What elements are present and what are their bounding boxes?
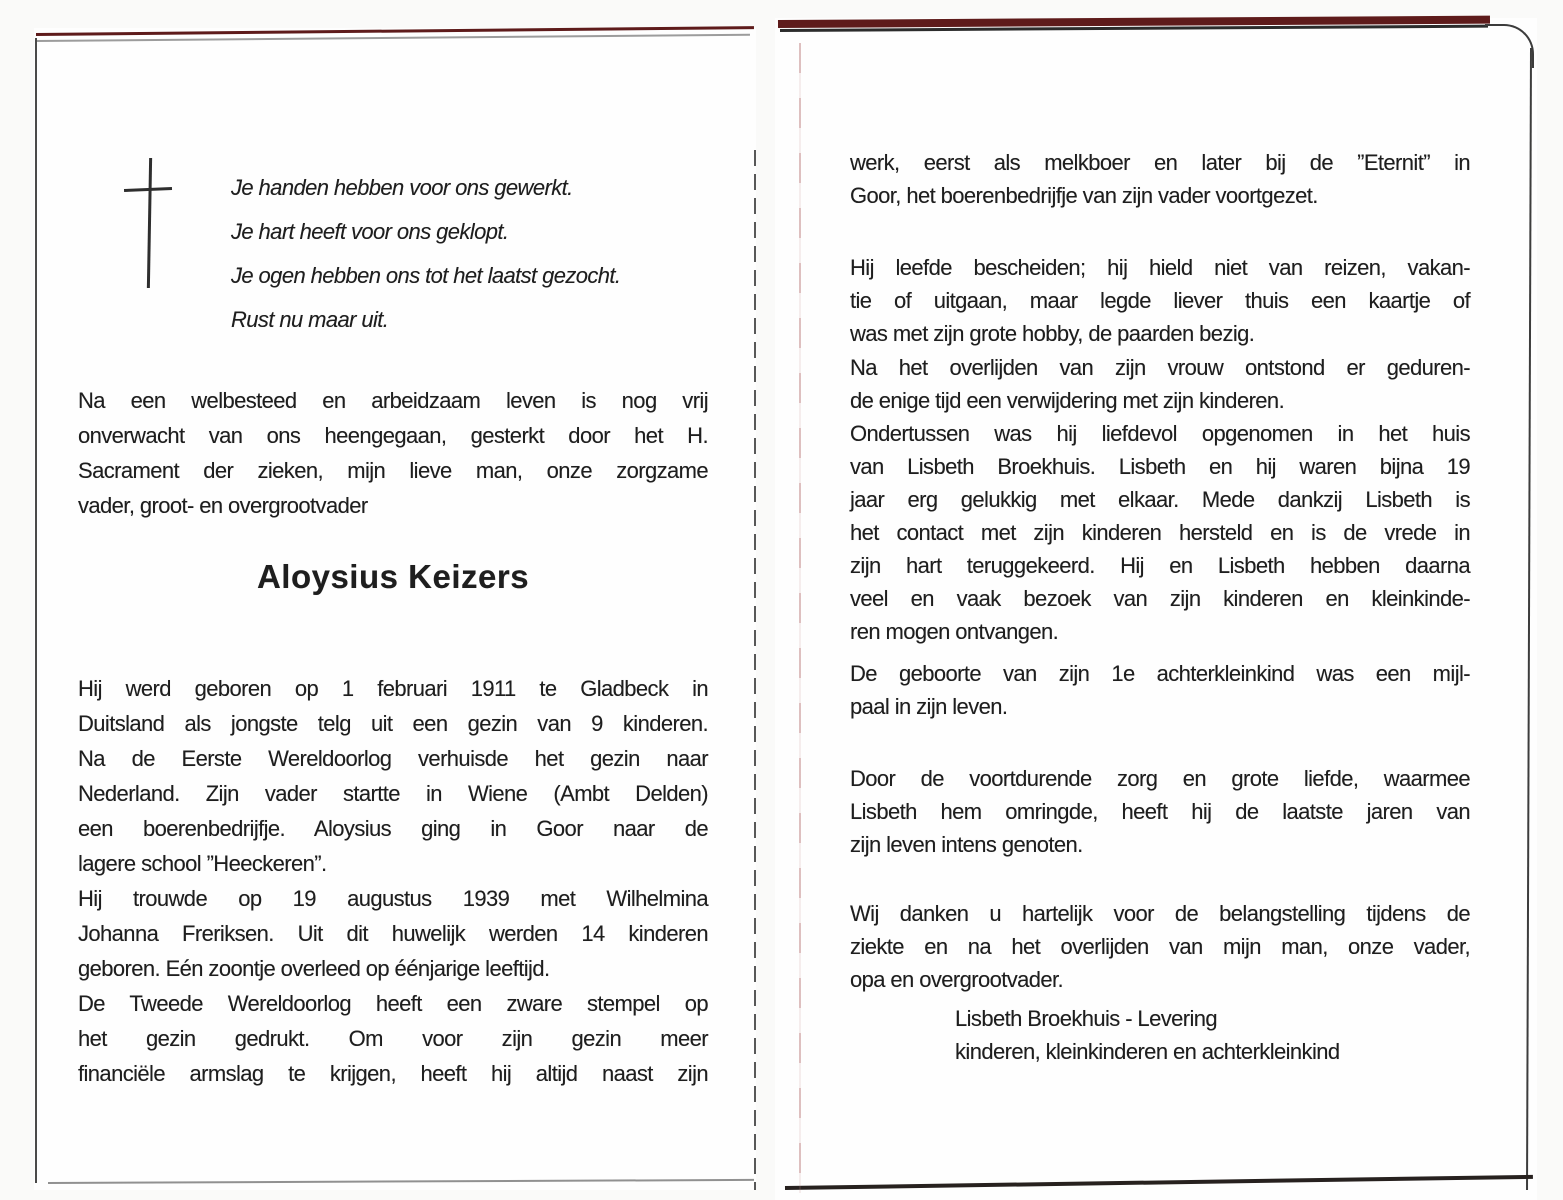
left-page-left-edge bbox=[35, 38, 37, 1183]
memorial-poem bbox=[231, 166, 731, 342]
text-line: het gezin gedrukt. Om voor zijn gezin meer bbox=[78, 1026, 708, 1051]
paragraph-modest-life bbox=[850, 251, 1470, 350]
text-line: paal in zijn leven. bbox=[850, 694, 1008, 719]
text-line: Je handen hebben voor ons gewerkt. bbox=[231, 175, 573, 200]
text-line: Je ogen hebben ons tot het laatst gezocht. bbox=[231, 263, 621, 288]
text-line: Duitsland als jongste telg uit een gezin van 9 kinderen. bbox=[78, 711, 708, 736]
text-line: lagere school ”Heeckeren”. bbox=[78, 851, 327, 876]
text-line: Hij leefde bescheiden; hij hield niet van reizen, vakan- bbox=[850, 255, 1470, 280]
deceased-name-heading: Aloysius Keizers bbox=[256, 558, 530, 595]
paragraph-final-years bbox=[850, 762, 1470, 861]
paragraph-wife-passing bbox=[850, 351, 1470, 417]
text-line: tie of uitgaan, maar legde liever thuis een kaartje of bbox=[850, 288, 1470, 313]
text-line: Na de Eerste Wereldoorlog verhuisde het gezin naar bbox=[78, 746, 708, 771]
text-line: Sacrament der zieken, mijn lieve man, onze zorgzame bbox=[78, 458, 708, 483]
text-line: zijn leven intens genoten. bbox=[850, 832, 1083, 857]
text-line: veel en vaak bezoek van zijn kinderen en kleinkinde- bbox=[850, 586, 1470, 611]
cross-stem bbox=[147, 158, 152, 288]
text-line: ziekte en na het overlijden van mijn man, onze vader, bbox=[850, 934, 1470, 959]
text-line: zijn hart teruggekeerd. Hij en Lisbeth hebben daarna bbox=[850, 553, 1470, 578]
right-page-right-edge bbox=[1526, 48, 1532, 1190]
right-page-bottom-edge bbox=[785, 1175, 1533, 1190]
text-line: Wij danken u hartelijk voor de belangstelling tijdens de bbox=[850, 901, 1470, 926]
right-page-top-right-corner bbox=[1485, 24, 1534, 68]
right-page bbox=[775, 18, 1537, 1200]
paragraph-thanks bbox=[850, 897, 1470, 996]
text-line: Hij trouwde op 19 augustus 1939 met Wilhelmina bbox=[78, 886, 708, 911]
text-line: Rust nu maar uit. bbox=[231, 307, 389, 332]
paragraph-lisbeth bbox=[850, 417, 1470, 648]
text-line: was met zijn grote hobby, de paarden bezig. bbox=[850, 321, 1255, 346]
text-line: De Tweede Wereldoorlog heeft een zware stempel op bbox=[78, 991, 708, 1016]
paragraph-work bbox=[850, 146, 1470, 212]
signature-block bbox=[955, 1002, 1495, 1068]
text-line: onverwacht van ons heengegaan, gesterkt door het H. bbox=[78, 423, 708, 448]
text-line: van Lisbeth Broekhuis. Lisbeth en hij waren bijna 19 bbox=[850, 454, 1470, 479]
text-line: Johanna Freriksen. Uit dit huwelijk werden 14 kinderen bbox=[78, 921, 708, 946]
text-line: Goor, het boerenbedrijfje van zijn vader voortgezet. bbox=[850, 183, 1318, 208]
text-line: Lisbeth hem omringde, heeft hij de laatste jaren van bbox=[850, 799, 1470, 824]
text-line: De geboorte van zijn 1e achterkleinkind was een mijl- bbox=[850, 661, 1470, 686]
text-line: Lisbeth Broekhuis - Levering bbox=[955, 1006, 1218, 1031]
intro-paragraph bbox=[78, 383, 708, 523]
text-line: kinderen, kleinkinderen en achterkleinkind bbox=[955, 1039, 1340, 1064]
text-line: de enige tijd een verwijdering met zijn kinderen. bbox=[850, 388, 1285, 413]
left-page-right-edge bbox=[754, 150, 756, 1190]
text-line: geboren. Eén zoontje overleed op éénjarige leeftijd. bbox=[78, 956, 550, 981]
text-line: Ondertussen was hij liefdevol opgenomen in het huis bbox=[850, 421, 1470, 446]
text-line: ren mogen ontvangen. bbox=[850, 619, 1059, 644]
cross-icon bbox=[122, 156, 174, 292]
text-line: jaar erg gelukkig met elkaar. Mede dankzij Lisbeth is bbox=[850, 487, 1470, 512]
text-line: het contact met zijn kinderen hersteld en is de vrede in bbox=[850, 520, 1470, 545]
text-line: Na een welbesteed en arbeidzaam leven is nog vrij bbox=[78, 388, 708, 413]
left-page bbox=[34, 28, 756, 1190]
text-line: een boerenbedrijfje. Aloysius ging in Goor naar de bbox=[78, 816, 708, 841]
text-line: Door de voortdurende zorg en grote liefde, waarmee bbox=[850, 766, 1470, 791]
text-line: Na het overlijden van zijn vrouw ontstond er geduren- bbox=[850, 355, 1470, 380]
text-line: werk, eerst als melkboer en later bij de ”Eternit” in bbox=[850, 150, 1470, 175]
right-page-left-crease bbox=[799, 43, 801, 1193]
left-page-bottom-edge bbox=[48, 1179, 754, 1184]
text-line: Hij werd geboren op 1 februari 1911 te Gladbeck in bbox=[78, 676, 708, 701]
left-page-top-edge-gray bbox=[36, 34, 750, 42]
text-line: Je hart heeft voor ons geklopt. bbox=[231, 219, 509, 244]
paragraph-great-grandchild bbox=[850, 657, 1470, 723]
text-line: opa en overgrootvader. bbox=[850, 967, 1064, 992]
text-line: vader, groot- en overgrootvader bbox=[78, 493, 368, 518]
biography-paragraph bbox=[78, 671, 708, 1091]
text-line: financiële armslag te krijgen, heeft hij altijd naast zijn bbox=[78, 1061, 708, 1086]
text-line: Nederland. Zijn vader startte in Wiene (Ambt Delden) bbox=[78, 781, 708, 806]
